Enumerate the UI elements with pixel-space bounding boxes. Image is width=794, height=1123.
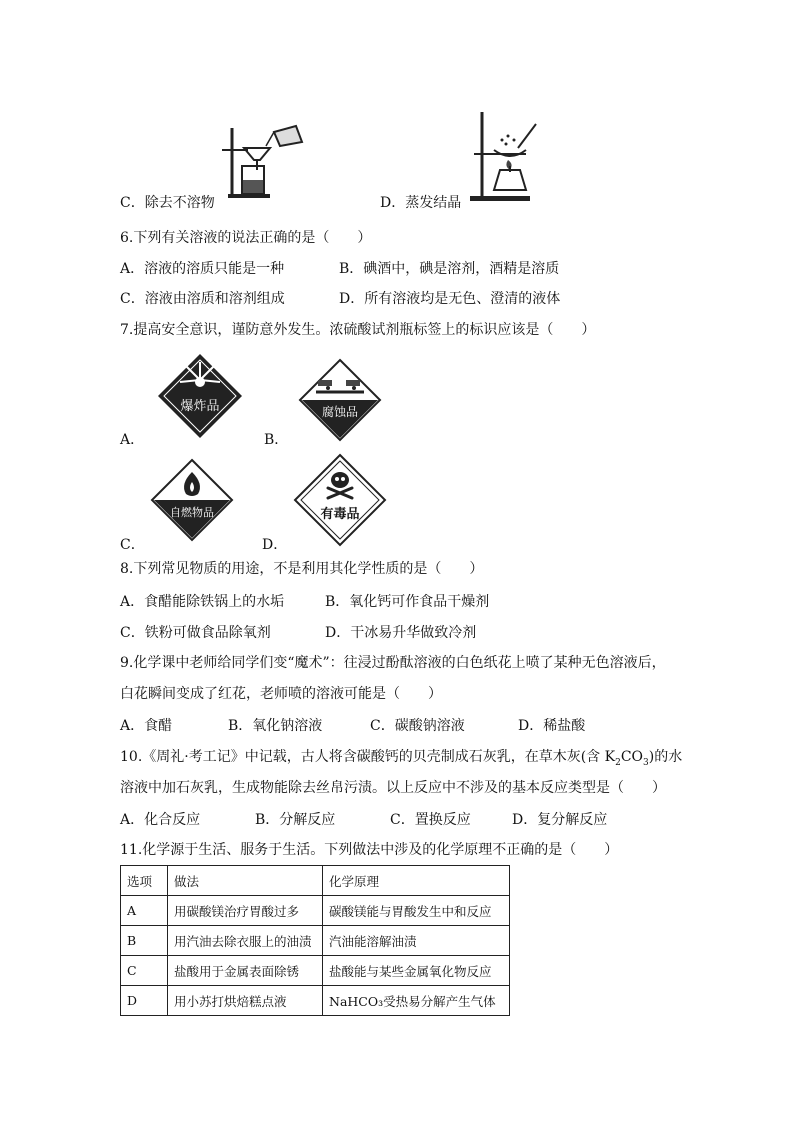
table-cell: NaHCO₃受热易分解产生气体: [323, 986, 510, 1016]
q6-stem: 6.下列有关溶液的说法正确的是（ ）: [120, 230, 372, 246]
q7-stem: 7.提高安全意识，谨防意外发生。浓硫酸试剂瓶标签上的标识应该是（ ）: [120, 322, 596, 338]
q5-option-d: D．蒸发结晶: [380, 195, 462, 211]
table-header-cell: 做法: [168, 866, 323, 896]
q8-option-c: C．铁粉可做食品除氧剂: [120, 625, 271, 641]
q10-option-c: C．置换反应: [390, 812, 471, 828]
q10-stem-line1: 10.《周礼·考工记》中记载，古人将含碳酸钙的贝壳制成石灰乳，在草木灰(含 $K_2CO_3$)的水: [120, 749, 683, 768]
table-row: [121, 956, 510, 986]
q9-stem-line2: 白花瞬间变成了红花，老师喷的溶液可能是（ ）: [120, 686, 442, 702]
q8-stem: 8.下列常见物质的用途，不是利用其化学性质的是（ ）: [120, 561, 484, 577]
table-cell: 用碳酸镁治疗胃酸过多: [168, 896, 323, 926]
q7-option-c: C．: [120, 537, 145, 553]
q9-option-d: D．稀盐酸: [518, 718, 586, 734]
table-cell: 汽油能溶解油渍: [323, 926, 510, 956]
q8-option-d: D．干冰易升华做致冷剂: [325, 625, 477, 641]
toxic-hazard-sign: [292, 452, 388, 548]
q7-option-d: D．: [262, 537, 288, 553]
q7-option-a: A．: [120, 432, 145, 448]
explosive-hazard-sign: [156, 352, 244, 440]
q10-stem-line2: 溶液中加石灰乳，生成物能除去丝帛污渍。以上反应中不涉及的基本反应类型是（ ）: [120, 780, 666, 796]
table-cell: C: [121, 956, 168, 986]
q10-option-a: A．化合反应: [120, 812, 201, 828]
q8-option-a: A．食醋能除铁锅上的水垢: [120, 594, 285, 610]
q11-stem: 11.化学源于生活、服务于生活。下列做法中涉及的化学原理不正确的是（ ）: [120, 842, 619, 858]
table-row: [121, 986, 510, 1016]
sign-d-text: 有毒品: [320, 507, 360, 522]
q6-option-a: A．溶液的溶质只能是一种: [120, 261, 285, 277]
q6-option-c: C．溶液由溶质和溶剂组成: [120, 291, 285, 307]
q6-option-d: D．所有溶液均是无色、澄清的液体: [339, 291, 561, 307]
sign-c-text: 自燃物品: [170, 506, 214, 519]
q7-option-b: B．: [264, 432, 289, 448]
table-cell: 碳酸镁能与胃酸发生中和反应: [323, 896, 510, 926]
filtration-apparatus-figure: [218, 124, 304, 200]
table-cell: 用小苏打烘焙糕点液: [168, 986, 323, 1016]
q10-option-d: D．复分解反应: [512, 812, 608, 828]
sign-a-text: 爆炸品: [180, 399, 220, 414]
table-cell: B: [121, 926, 168, 956]
q10-option-b: B．分解反应: [255, 812, 336, 828]
table-row: [121, 926, 510, 956]
q9-stem-line1: 9.化学课中老师给同学们变“魔术”：往浸过酚酞溶液的白色纸花上喷了某种无色溶液后，: [120, 655, 666, 671]
table-cell: A: [121, 896, 168, 926]
q5-option-c: C．除去不溶物: [120, 195, 215, 211]
q9-option-c: C．碳酸钠溶液: [370, 718, 465, 734]
q9-option-a: A．食醋: [120, 718, 173, 734]
table-header-row: [121, 866, 510, 896]
sign-b-text: 腐蚀品: [321, 405, 359, 419]
corrosive-hazard-sign: [298, 358, 382, 442]
table-cell: 盐酸能与某些金属氧化物反应: [323, 956, 510, 986]
table-row: [121, 896, 510, 926]
q11-table: [120, 865, 510, 1016]
flammable-hazard-sign: [150, 458, 234, 542]
table-cell: D: [121, 986, 168, 1016]
table-header-cell: 化学原理: [323, 866, 510, 896]
q6-option-b: B．碘酒中，碘是溶剂，酒精是溶质: [339, 261, 560, 277]
table-cell: 用汽油去除衣服上的油渍: [168, 926, 323, 956]
table-header-cell: 选项: [121, 866, 168, 896]
evaporation-apparatus-figure: [464, 110, 546, 204]
table-cell: 盐酸用于金属表面除锈: [168, 956, 323, 986]
q9-option-b: B．氧化钠溶液: [228, 718, 323, 734]
q8-option-b: B．氧化钙可作食品干燥剂: [325, 594, 490, 610]
